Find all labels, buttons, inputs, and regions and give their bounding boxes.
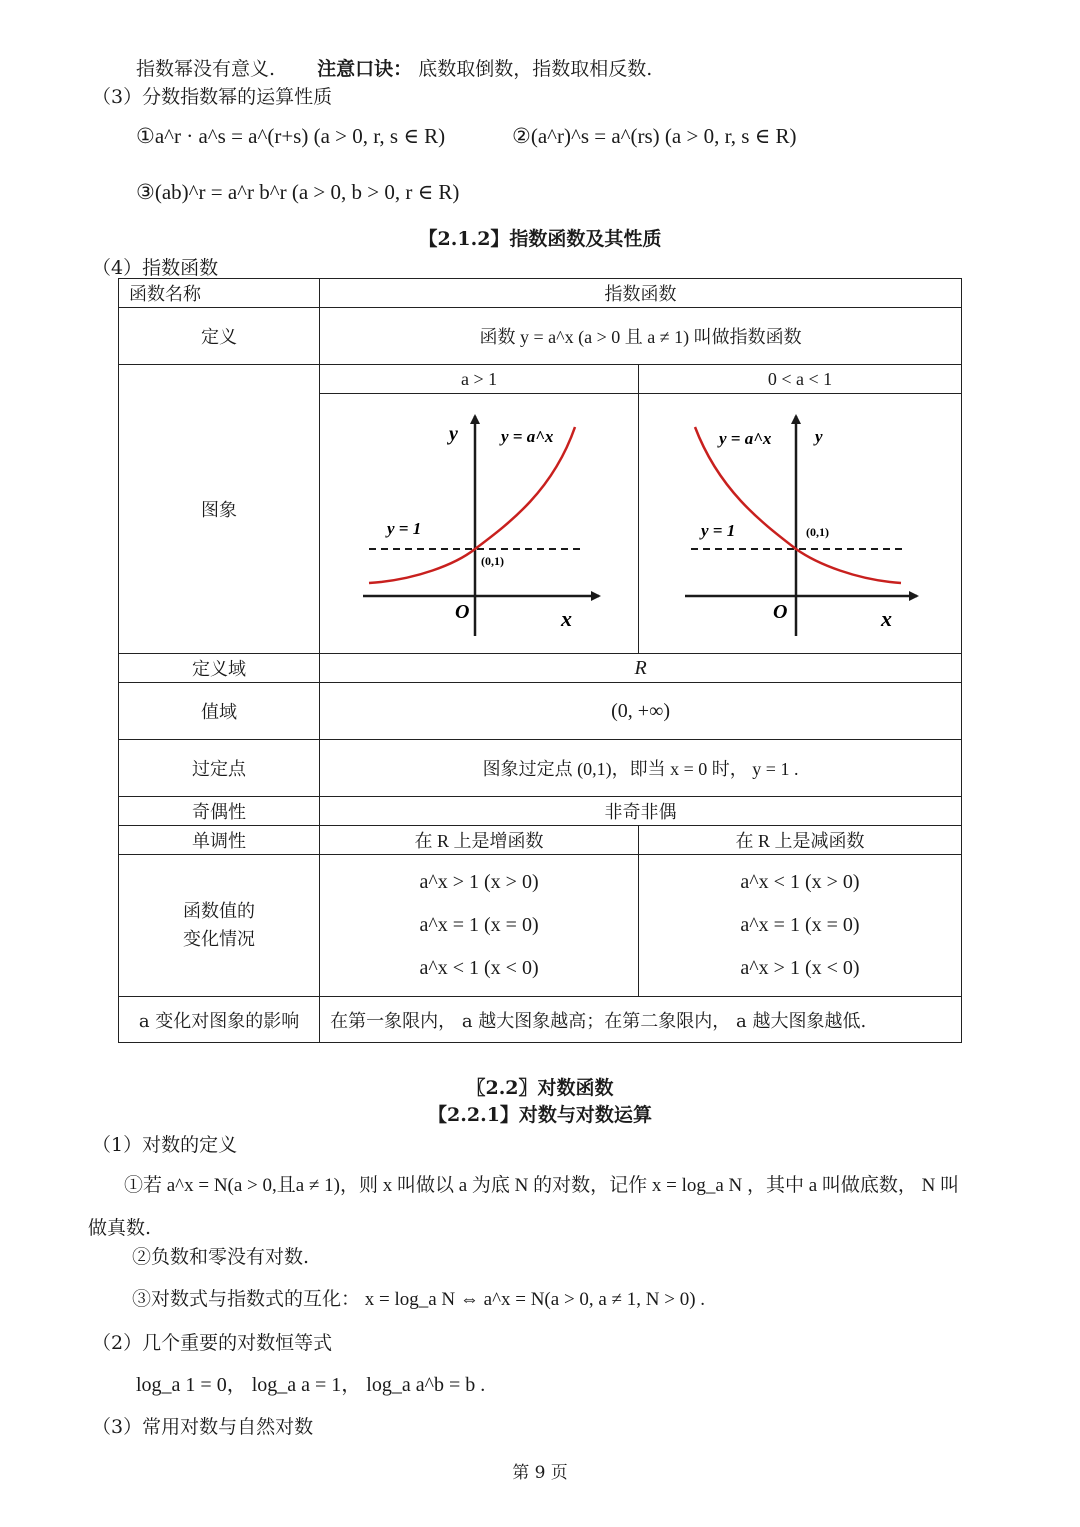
point-label: (0,1) [481, 554, 505, 568]
log-identities: log_a 1 = 0， log_a a = 1， log_a a^b = b . [136, 1374, 486, 1396]
x-axis-label: x [881, 606, 892, 631]
parity-label: 奇偶性 [119, 797, 320, 826]
intro-text: 指数幂没有意义. [136, 58, 276, 80]
fixed-point-value: 图象过定点 (0,1)，即当 x = 0 时， y = 1 . [320, 740, 962, 797]
definition-label: 定义 [119, 308, 320, 365]
intro-line [136, 54, 652, 81]
heading-2-2: 〖2.2〗对数函数 [466, 1077, 614, 1099]
property-2: ②(a^r)^s = a^(rs) (a > 0, r, s ∈ R) [512, 124, 797, 148]
effect-label: a 变化对图象的影响 [119, 997, 320, 1043]
table-row [119, 740, 962, 797]
graph-decreasing [639, 394, 961, 648]
y-equals-1-label: y = 1 [387, 519, 422, 538]
origin-label: O [455, 601, 470, 623]
subsection-2-title: （2）几个重要的对数恒等式 [92, 1332, 333, 1354]
fixed-point-label: 过定点 [119, 740, 320, 797]
exponential-curve-increasing [369, 427, 575, 583]
log-definition-line-1: ①若 a^x = N(a > 0,且a ≠ 1)，则 x 叫做以 a 为底 N 的对数，记作 x = log_a N ，其中 a 叫做底数， N 叫 [124, 1175, 960, 1196]
change-formula: a^x < 1 (x < 0) [419, 957, 539, 979]
monotonic-decreasing: 在 R 上是减函数 [639, 826, 962, 855]
table-row [119, 308, 962, 365]
header-name-cell: 函数名称 [119, 279, 320, 308]
table-row [119, 654, 962, 683]
range-label: 值域 [119, 683, 320, 740]
header-value-cell: 指数函数 [320, 279, 962, 308]
table-row [119, 683, 962, 740]
case-a-greater-1: a > 1 [320, 365, 639, 394]
origin-label: O [773, 601, 788, 623]
change-formula: a^x > 1 (x > 0) [419, 871, 539, 893]
log-exp-conversion: ③对数式与指数式的互化： x = log_a N ⇔ a^x = N(a > 0, a ≠ 1, N > 0) . [132, 1289, 706, 1310]
x-axis-label: x [561, 606, 573, 631]
y-equals-1-label: y = 1 [701, 521, 736, 540]
change-formula: a^x = 1 (x = 0) [419, 914, 539, 936]
change-label-line-2: 变化情况 [183, 928, 256, 950]
table-row [119, 279, 962, 308]
definition-value: 函数 y = a^x (a > 0 且 a ≠ 1) 叫做指数函数 [320, 308, 962, 365]
page-number: 第 9 页 [512, 1463, 568, 1483]
monotonic-increasing: 在 R 上是增函数 [320, 826, 639, 855]
monotonic-label: 单调性 [119, 826, 320, 855]
curve-label: y = a^x [719, 429, 772, 448]
change-formula: a^x = 1 (x = 0) [740, 914, 860, 936]
change-decreasing-cell [639, 855, 962, 997]
heading-2-2-1: 【2.2.1】对数与对数运算 [428, 1104, 652, 1126]
section-3-title: （3）分数指数幂的运算性质 [92, 86, 333, 108]
change-label [119, 855, 320, 997]
graph-label: 图象 [119, 365, 320, 654]
subsection-3-title: （3）常用对数与自然对数 [92, 1416, 314, 1438]
change-increasing-cell [320, 855, 639, 997]
effect-value: 在第一象限内， a 越大图象越高；在第二象限内， a 越大图象越低. [320, 997, 962, 1043]
table-row [119, 797, 962, 826]
case-a-between-0-1: 0 < a < 1 [639, 365, 962, 394]
domain-value: R [320, 654, 962, 683]
curve-label: y = a^x [501, 427, 554, 446]
log-definition-line-2: 做真数. [88, 1217, 152, 1239]
property-1: ①a^r · a^s = a^(r+s) (a > 0, r, s ∈ R) [136, 124, 446, 148]
note-text: 底数取倒数，指数取相反数. [418, 58, 653, 80]
property-3: ③(ab)^r = a^r b^r (a > 0, b > 0, r ∈ R) [136, 180, 460, 204]
y-axis-label: y [449, 423, 458, 445]
domain-label: 定义域 [119, 654, 320, 683]
graph-increasing [321, 394, 637, 648]
parity-value: 非奇非偶 [320, 797, 962, 826]
range-value: (0, +∞) [320, 683, 962, 740]
table-row [119, 365, 962, 394]
graph-right-cell [639, 394, 962, 654]
change-formula: a^x < 1 (x > 0) [740, 871, 860, 893]
note-label: 注意口诀： [317, 58, 413, 80]
exponential-function-table [118, 278, 962, 1043]
y-axis-label: y [815, 427, 823, 446]
table-row [119, 826, 962, 855]
log-negative-note: ②负数和零没有对数. [132, 1246, 310, 1268]
table-row [119, 997, 962, 1043]
graph-left-cell [320, 394, 639, 654]
subsection-4-title: （4）指数函数 [92, 257, 219, 279]
table-row [119, 855, 962, 997]
heading-2-1-2: 【2.1.2】指数函数及其性质 [418, 228, 662, 250]
subsection-1-title: （1）对数的定义 [92, 1134, 238, 1156]
point-label: (0,1) [806, 525, 829, 539]
change-formula: a^x > 1 (x < 0) [740, 957, 860, 979]
change-label-line-1: 函数值的 [183, 900, 256, 922]
exponential-curve-decreasing [695, 427, 901, 583]
